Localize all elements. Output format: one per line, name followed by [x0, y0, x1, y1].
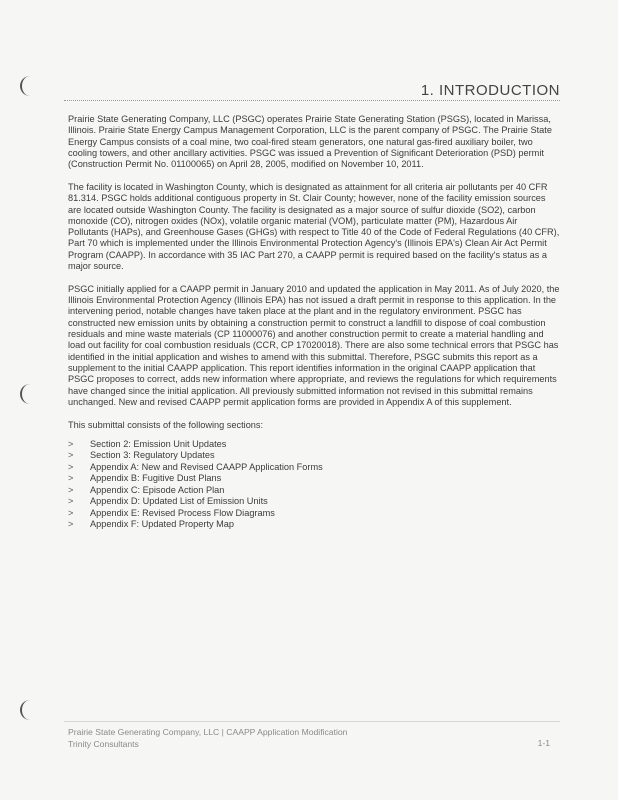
binder-hole-mark-middle	[20, 384, 36, 404]
bullet-arrow-icon: >	[68, 438, 74, 449]
page-number: 1-1	[537, 738, 550, 748]
list-item	[68, 473, 560, 485]
document-body	[68, 114, 560, 531]
binder-hole-mark-top	[20, 76, 36, 96]
list-item	[68, 439, 560, 451]
list-item-text: Appendix E: Revised Process Flow Diagrams	[90, 507, 275, 518]
list-item-text: Appendix F: Updated Property Map	[90, 519, 235, 530]
bullet-arrow-icon: >	[68, 507, 74, 518]
list-item-text: Appendix C: Episode Action Plan	[90, 484, 225, 495]
sections-list	[68, 439, 560, 531]
bullet-arrow-icon: >	[68, 519, 74, 530]
binder-hole-mark-bottom	[20, 700, 36, 720]
list-item-text: Section 3: Regulatory Updates	[90, 450, 215, 461]
footer-document-title: Prairie State Generating Company, LLC | CAAPP Application Modification	[68, 727, 348, 737]
bullet-arrow-icon: >	[68, 461, 74, 472]
list-item	[68, 462, 560, 474]
paragraph-sections-intro: This submittal consists of the following sections:	[68, 419, 264, 430]
list-item-text: Appendix B: Fugitive Dust Plans	[90, 473, 222, 484]
section-title: 1. INTRODUCTION	[420, 82, 560, 99]
heading-divider	[64, 100, 560, 101]
bullet-arrow-icon: >	[68, 484, 74, 495]
paragraph-application-history: PSGC initially applied for a CAAPP permit in January 2010 and updated the application in May 2011. As of July 2020, the Illinois Environmental Protection Agency (Illinois EPA) has not issued a draft permit in response to this application. In the intervening period, notable changes have taken place at the plant and in the regulatory environment. PSGC has constructed new emission units by obtaining a construction permit to construct a landfill to dispose of coal combustion residuals and mine waste materials (CP 11000076) and another construction permit to create a material handling and load out facility for coal combustion residuals (CCR, CP 17020018). There are also some technical errors that PSGC has identified in the initial application and wishes to amend with this submittal. Therefore, PSGC submits this report as a supplement to the initial CAAPP application. This report identifies information in the original CAAPP application that PSGC proposes to correct, adds new information where appropriate, and reviews the regulations for which requirements have changed since the initial application. All previously submitted information not revised in this submittal remains unchanged. New and revised CAAPP permit application forms are provided in Appendix A of this supplement.	[68, 283, 560, 407]
bullet-arrow-icon: >	[68, 473, 74, 484]
paragraph-facility-location: The facility is located in Washington County, which is designated as attainment for all criteria air pollutants per 40 CFR 81.314. PSGC holds additional contiguous property in St. Clair County; however, none of the facility emission sources are located outside Washington County. The facility is designated as a major source of sulfur dioxide (SO2), carbon monoxide (CO), nitrogen oxides (NOx), volatile organic material (VOM), particulate matter (PM), Hazardous Air Pollutants (HAPs), and Greenhouse Gases (GHGs) with respect to Title 40 of the Code of Federal Regulations (40 CFR), Part 70 which is implemented under the Illinois Environmental Protection Agency's (Illinois EPA's) Clean Air Act Permit Program (CAAPP). In accordance with 35 IAC Part 270, a CAAPP permit is required based on the facility's status as a major source.	[68, 181, 560, 272]
list-item	[68, 496, 560, 508]
list-item-text: Appendix D: Updated List of Emission Units	[90, 496, 268, 507]
list-item	[68, 450, 560, 462]
bullet-arrow-icon: >	[68, 450, 74, 461]
list-item	[68, 508, 560, 520]
list-item-text: Appendix A: New and Revised CAAPP Application Forms	[90, 461, 323, 472]
list-item-text: Section 2: Emission Unit Updates	[90, 438, 227, 449]
paragraph-company-overview: Prairie State Generating Company, LLC (PSGC) operates Prairie State Generating Station (PSGS), located in Marissa, Illinois. Prairie State Energy Campus Management Corporation, LLC is the parent company of PSGC. The Prairie State Energy Campus consists of a coal mine, two coal-fired steam generators, one natural gas-fired auxiliary boiler, two cooling towers, and other ancillary activities. PSGC was issued a Prevention of Significant Deterioration (PSD) permit (Construction Permit No. 01100065) on April 28, 2005, modified on November 10, 2011.	[68, 114, 552, 170]
list-item	[68, 485, 560, 497]
list-item	[68, 519, 560, 531]
bullet-arrow-icon: >	[68, 496, 74, 507]
footer-divider	[64, 721, 560, 722]
footer-consultant: Trinity Consultants	[68, 739, 139, 749]
